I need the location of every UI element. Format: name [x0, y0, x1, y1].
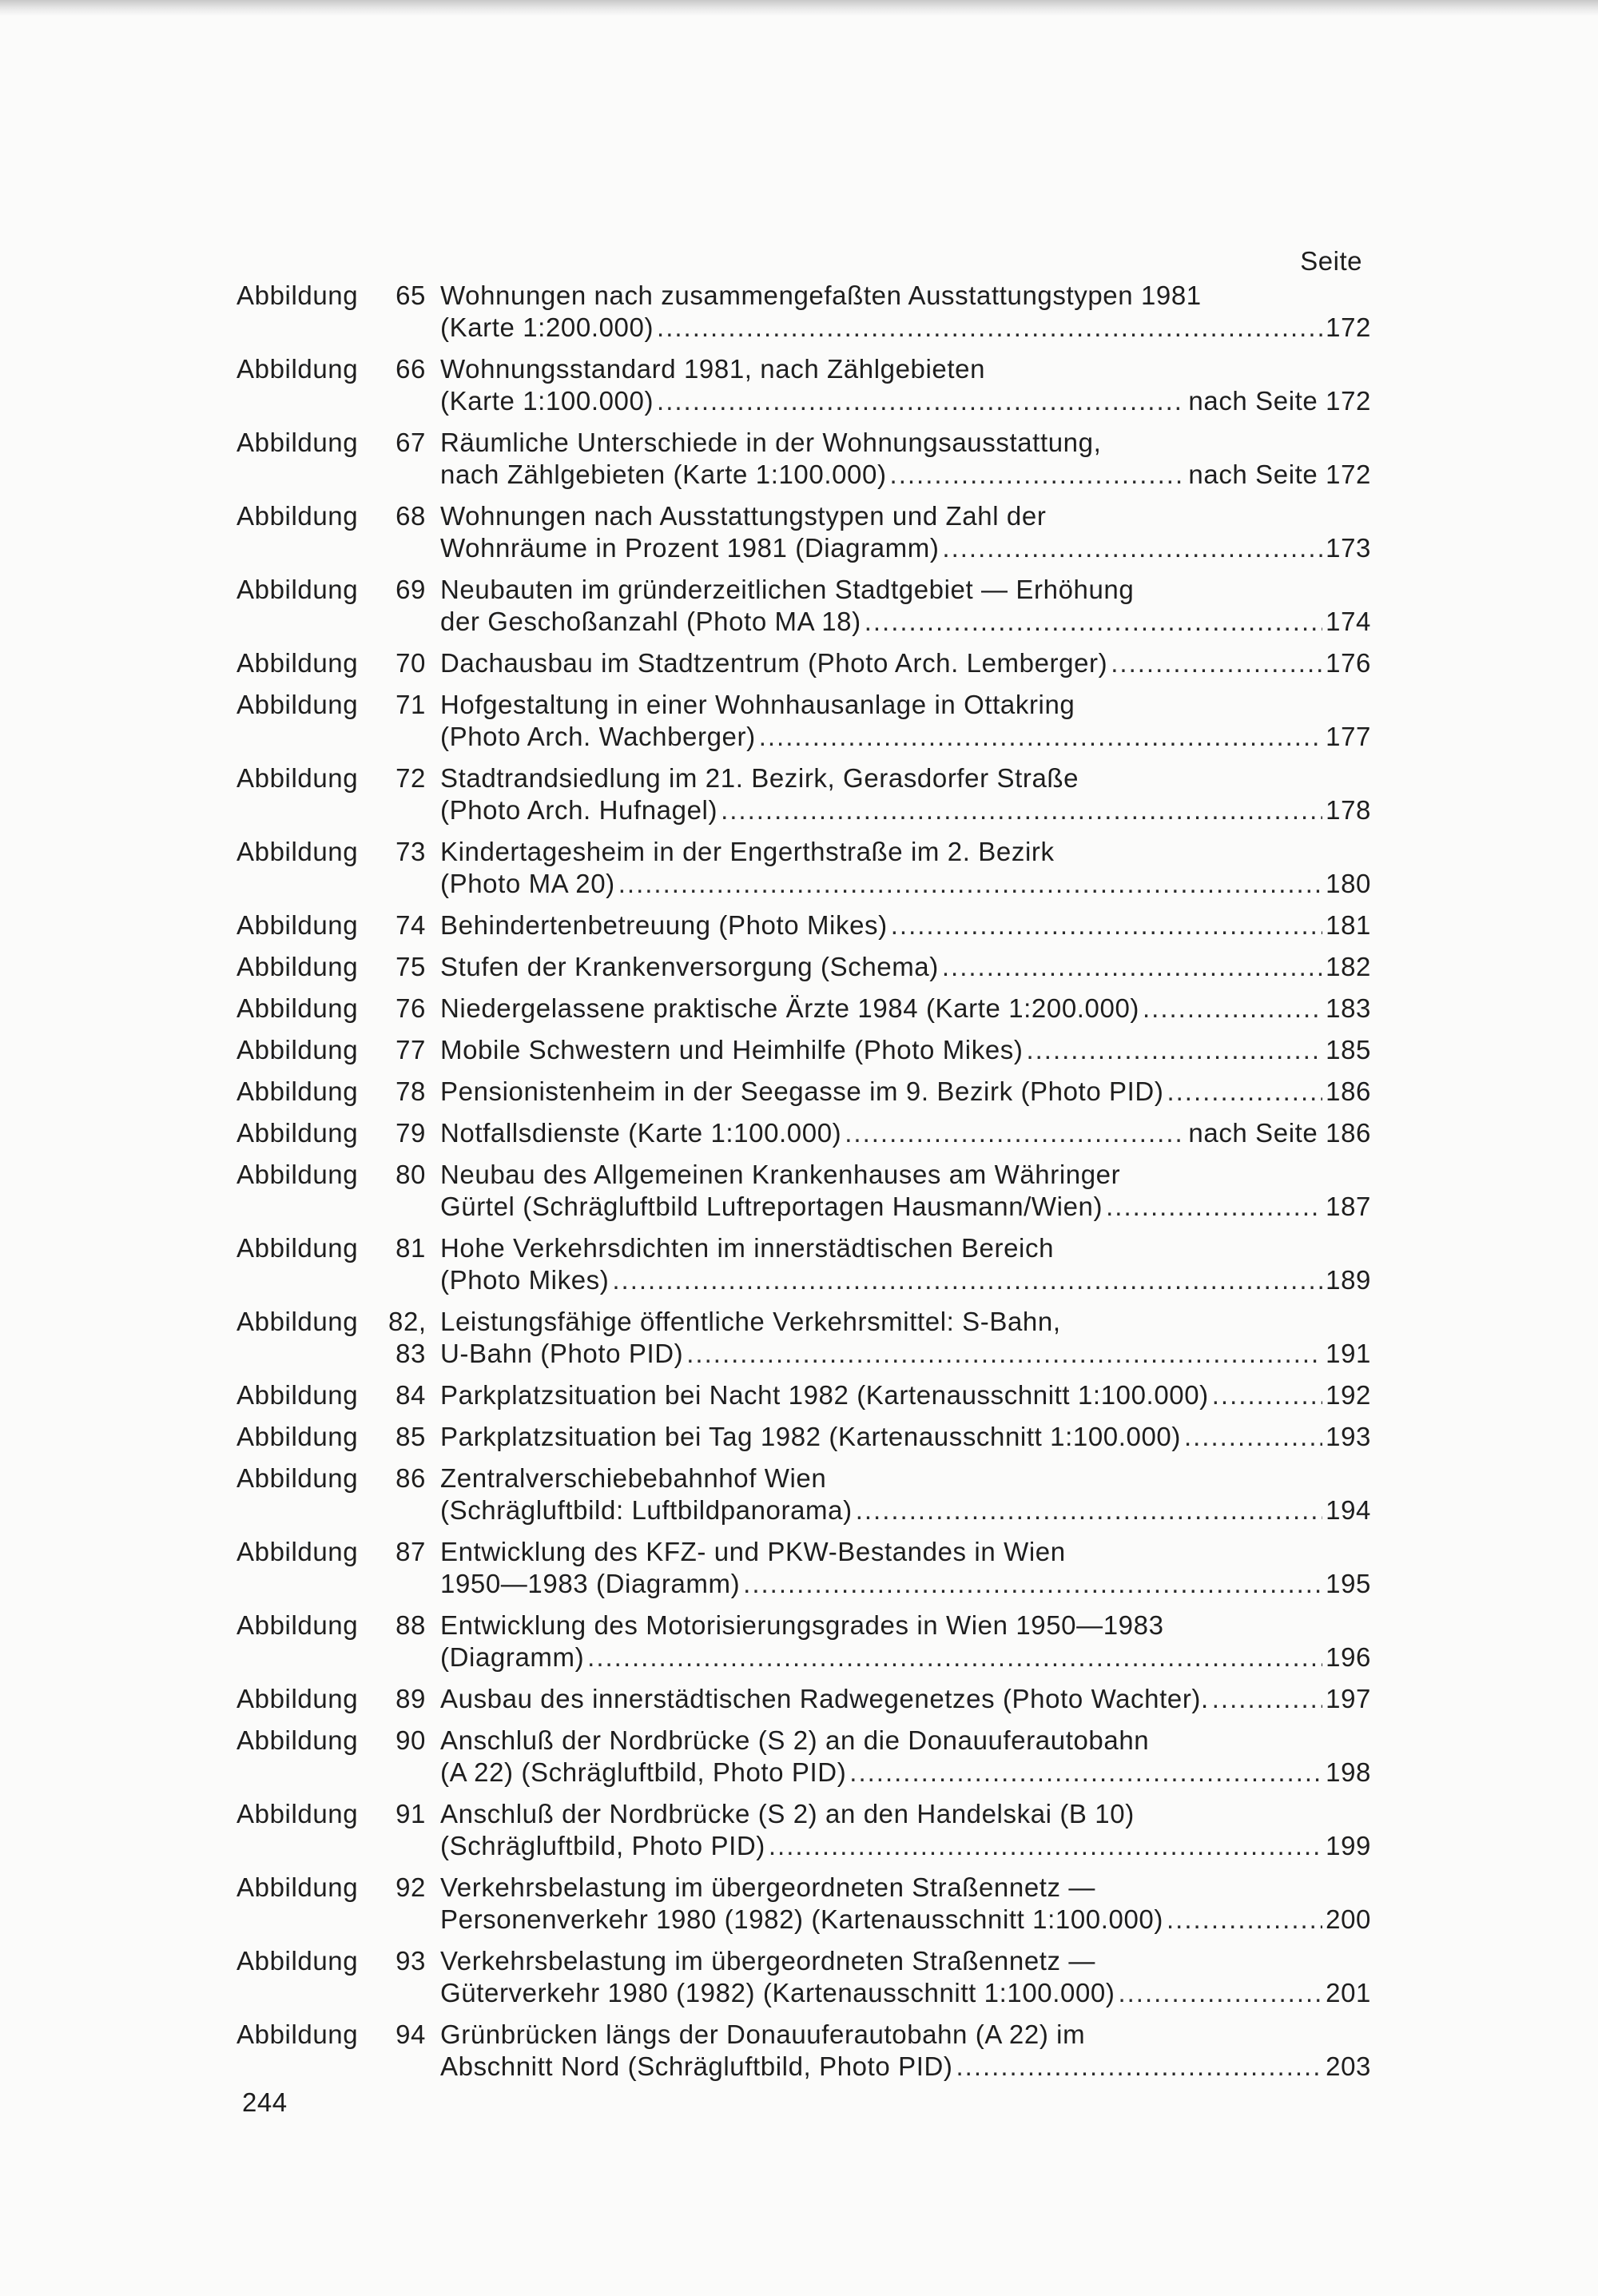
title-line-with-leader — [440, 1830, 1371, 1862]
entry-label: Abbildung — [237, 837, 359, 866]
title-line-with-leader — [440, 1421, 1371, 1453]
title-line-with-leader — [440, 951, 1371, 983]
dot-leader — [1167, 1076, 1322, 1108]
entry-label: Abbildung — [237, 993, 359, 1023]
index-entry — [237, 1798, 1371, 1862]
dot-leader — [759, 721, 1322, 753]
figure-number: 80 — [396, 1160, 426, 1189]
title-line-with-leader — [440, 1034, 1371, 1066]
entry-label: Abbildung — [237, 952, 359, 981]
title-line-with-leader — [440, 1117, 1371, 1149]
entry-title — [440, 1798, 1371, 1862]
entry-label: Abbildung — [237, 1118, 359, 1148]
dot-leader — [618, 868, 1322, 900]
title-line: (A 22) (Schrägluftbild, Photo PID) — [440, 1757, 847, 1787]
dot-leader — [686, 1338, 1322, 1370]
title-line: Neubauten im gründerzeitlichen Stadtgebiet — Erhöhung — [440, 575, 1135, 604]
dot-leader — [1212, 1683, 1322, 1715]
entry-label: Abbildung — [237, 354, 359, 384]
title-line-with-leader — [440, 909, 1371, 941]
index-entry — [237, 1117, 1371, 1149]
figure-number: 66 — [396, 354, 426, 384]
page-reference: 187 — [1326, 1192, 1371, 1221]
title-line-with-leader — [440, 606, 1371, 638]
title-line-with-leader — [440, 1494, 1371, 1526]
title-line: (Photo Arch. Hufnagel) — [440, 795, 718, 825]
index-entry — [237, 1725, 1371, 1789]
entry-title — [440, 1462, 1371, 1526]
page-reference: 193 — [1326, 1422, 1371, 1451]
dot-leader — [956, 2051, 1322, 2083]
title-line-with-leader — [440, 1904, 1371, 1936]
entry-label: Abbildung — [237, 1725, 359, 1755]
figure-number: 75 — [396, 952, 426, 981]
figure-number: 76 — [396, 993, 426, 1023]
page-reference: 201 — [1326, 1978, 1371, 2008]
page-reference: 189 — [1326, 1265, 1371, 1295]
page-reference: 203 — [1326, 2051, 1371, 2081]
figure-number: 86 — [396, 1463, 426, 1493]
title-line: (Photo Mikes) — [440, 1265, 610, 1295]
dot-leader — [657, 385, 1185, 417]
entry-label: Abbildung — [237, 1160, 359, 1189]
page-reference: 197 — [1326, 1684, 1371, 1713]
title-line: Mobile Schwestern und Heimhilfe (Photo Mikes) — [440, 1035, 1024, 1064]
title-line: Neubau des Allgemeinen Krankenhauses am Währinger — [440, 1160, 1121, 1189]
figure-number: 88 — [396, 1610, 426, 1640]
index-entry — [237, 993, 1371, 1025]
figure-number: 89 — [396, 1684, 426, 1713]
figure-number: 68 — [396, 501, 426, 531]
title-line: (Schrägluftbild, Photo PID) — [440, 1831, 765, 1860]
entry-title — [440, 909, 1371, 941]
figure-number: 65 — [396, 281, 426, 310]
title-line-with-leader — [440, 1683, 1371, 1715]
figure-number: 71 — [396, 690, 426, 719]
page-reference: 200 — [1326, 1904, 1371, 1934]
page-reference: 199 — [1326, 1831, 1371, 1860]
page-reference: 183 — [1326, 993, 1371, 1023]
page-reference: 178 — [1326, 795, 1371, 825]
title-line: Kindertagesheim in der Engerthstraße im 2. Bezirk — [440, 837, 1055, 866]
title-line: Niedergelassene praktische Ärzte 1984 (Karte 1:200.000) — [440, 993, 1139, 1023]
index-entry — [237, 1306, 1371, 1370]
entry-title — [440, 951, 1371, 983]
index-entry — [237, 1683, 1371, 1715]
index-entry — [237, 1379, 1371, 1411]
title-line: der Geschoßanzahl (Photo MA 18) — [440, 607, 861, 636]
entry-label: Abbildung — [237, 501, 359, 531]
title-line-with-leader — [440, 1977, 1371, 2009]
title-line: Dachausbau im Stadtzentrum (Photo Arch. Lemberger) — [440, 648, 1108, 678]
dot-leader — [1118, 1977, 1322, 2009]
title-line: Zentralverschiebebahnhof Wien — [440, 1463, 827, 1493]
page-reference: 198 — [1326, 1757, 1371, 1787]
entry-title — [440, 762, 1371, 826]
title-line: Gürtel (Schrägluftbild Luftreportagen Hausmann/Wien) — [440, 1192, 1103, 1221]
title-line-with-leader — [440, 1757, 1371, 1789]
figure-number: 69 — [396, 575, 426, 604]
entry-label: Abbildung — [237, 1233, 359, 1263]
figure-number: 85 — [396, 1422, 426, 1451]
entry-label: Abbildung — [237, 910, 359, 940]
dot-leader — [743, 1568, 1322, 1600]
title-line-with-leader — [440, 993, 1371, 1025]
title-line: Anschluß der Nordbrücke (S 2) an den Handelskai (B 10) — [440, 1799, 1135, 1828]
column-header-seite: Seite — [1300, 246, 1362, 276]
figure-number: 74 — [396, 910, 426, 940]
entry-label: Abbildung — [237, 575, 359, 604]
page-number: 244 — [242, 2087, 288, 2117]
dot-leader — [890, 459, 1186, 491]
figure-number: 91 — [396, 1799, 426, 1828]
title-line-with-leader — [440, 1338, 1371, 1370]
index-entry — [237, 574, 1371, 638]
entry-label: Abbildung — [237, 1684, 359, 1713]
entry-title — [440, 280, 1371, 344]
dot-leader — [891, 909, 1322, 941]
title-line: (Schrägluftbild: Luftbildpanorama) — [440, 1495, 853, 1525]
title-line: Abschnitt Nord (Schrägluftbild, Photo PID) — [440, 2051, 953, 2081]
entry-title — [440, 2019, 1371, 2083]
title-line-with-leader — [440, 1076, 1371, 1108]
figure-number: 79 — [396, 1118, 426, 1148]
page-reference: 177 — [1326, 722, 1371, 751]
entry-label: Abbildung — [237, 1422, 359, 1451]
entry-title — [440, 1683, 1371, 1715]
title-line-with-leader — [440, 1641, 1371, 1673]
figure-number: 70 — [396, 648, 426, 678]
entry-title — [440, 1034, 1371, 1066]
figure-number: 72 — [396, 763, 426, 793]
entry-title — [440, 353, 1371, 417]
title-line: (Photo MA 20) — [440, 869, 615, 898]
index-entry — [237, 2019, 1371, 2083]
figure-number: 82, 83 — [388, 1307, 427, 1368]
title-line: Wohnungen nach Ausstattungstypen und Zahl der — [440, 501, 1047, 531]
dot-leader — [612, 1264, 1322, 1296]
title-line-with-leader — [440, 1379, 1371, 1411]
figure-number: 67 — [396, 428, 426, 457]
entry-label: Abbildung — [237, 1946, 359, 1976]
page-reference: 173 — [1326, 533, 1371, 563]
entry-title — [440, 1159, 1371, 1223]
entry-title — [440, 1306, 1371, 1370]
entry-label: Abbildung — [237, 428, 359, 457]
entry-label: Abbildung — [237, 1872, 359, 1902]
title-line-with-leader — [440, 2051, 1371, 2083]
title-line: nach Zählgebieten (Karte 1:100.000) — [440, 460, 887, 489]
entry-title — [440, 500, 1371, 564]
title-line-with-leader — [440, 647, 1371, 679]
entry-label: Abbildung — [237, 1537, 359, 1566]
page-reference: 196 — [1326, 1642, 1371, 1672]
title-line: Personenverkehr 1980 (1982) (Kartenausschnitt 1:100.000) — [440, 1904, 1163, 1934]
page-reference: 195 — [1326, 1569, 1371, 1598]
entry-title — [440, 993, 1371, 1025]
title-line: Hohe Verkehrsdichten im innerstädtischen Bereich — [440, 1233, 1055, 1263]
page-reference: 186 — [1326, 1076, 1371, 1106]
dot-leader — [1026, 1034, 1322, 1066]
page-reference: nach Seite 186 — [1188, 1118, 1371, 1148]
entry-title — [440, 1421, 1371, 1453]
dot-leader — [942, 951, 1322, 983]
dot-leader — [1212, 1379, 1322, 1411]
index-entry — [237, 836, 1371, 900]
index-entry — [237, 1872, 1371, 1936]
entry-title — [440, 689, 1371, 753]
entry-label: Abbildung — [237, 763, 359, 793]
title-line: Güterverkehr 1980 (1982) (Kartenausschnitt 1:100.000) — [440, 1978, 1115, 2008]
dot-leader — [942, 532, 1322, 564]
title-line: Anschluß der Nordbrücke (S 2) an die Donauuferautobahn — [440, 1725, 1150, 1755]
title-line: Entwicklung des KFZ- und PKW-Bestandes in Wien — [440, 1537, 1066, 1566]
dot-leader — [865, 606, 1322, 638]
title-line-with-leader — [440, 385, 1371, 417]
dot-leader — [1167, 1904, 1322, 1936]
title-line: Stadtrandsiedlung im 21. Bezirk, Gerasdorfer Straße — [440, 763, 1079, 793]
entry-label: Abbildung — [237, 1307, 359, 1336]
page-reference: nach Seite 172 — [1188, 460, 1371, 489]
index-entry — [237, 647, 1371, 679]
title-line: (Photo Arch. Wachberger) — [440, 722, 756, 751]
figure-number: 81 — [396, 1233, 426, 1263]
figure-number: 90 — [396, 1725, 426, 1755]
index-entry — [237, 689, 1371, 753]
title-line: (Diagramm) — [440, 1642, 585, 1672]
entry-title — [440, 1076, 1371, 1108]
entry-label: Abbildung — [237, 281, 359, 310]
index-entry — [237, 1034, 1371, 1066]
entry-title — [440, 1379, 1371, 1411]
index-entry — [237, 762, 1371, 826]
title-line: Räumliche Unterschiede in der Wohnungsausstattung, — [440, 428, 1102, 457]
dot-leader — [587, 1641, 1322, 1673]
index-entry — [237, 500, 1371, 564]
dot-leader — [1111, 647, 1322, 679]
entry-label: Abbildung — [237, 690, 359, 719]
title-line: Hofgestaltung in einer Wohnhausanlage in Ottakring — [440, 690, 1075, 719]
figure-number: 77 — [396, 1035, 426, 1064]
title-line: Wohnungen nach zusammengefaßten Ausstattungstypen 1981 — [440, 281, 1202, 310]
title-line-with-leader — [440, 532, 1371, 564]
figure-number: 78 — [396, 1076, 426, 1106]
page-reference: 180 — [1326, 869, 1371, 898]
title-line-with-leader — [440, 794, 1371, 826]
entry-label: Abbildung — [237, 1799, 359, 1828]
title-line: Notfallsdienste (Karte 1:100.000) — [440, 1118, 842, 1148]
title-line: Grünbrücken längs der Donauuferautobahn (A 22) im — [440, 2019, 1086, 2049]
entry-label: Abbildung — [237, 648, 359, 678]
title-line: (Karte 1:200.000) — [440, 312, 654, 342]
figure-number: 87 — [396, 1537, 426, 1566]
page-reference: 185 — [1326, 1035, 1371, 1064]
scan-edge — [0, 0, 1598, 16]
entry-label: Abbildung — [237, 1076, 359, 1106]
entry-title — [440, 1117, 1371, 1149]
title-line-with-leader — [440, 721, 1371, 753]
index-entry — [237, 280, 1371, 344]
entry-title — [440, 1536, 1371, 1600]
title-line: Leistungsfähige öffentliche Verkehrsmittel: S-Bahn, — [440, 1307, 1061, 1336]
title-line: Parkplatzsituation bei Nacht 1982 (Kartenausschnitt 1:100.000) — [440, 1380, 1209, 1410]
figure-index-list — [237, 280, 1371, 2092]
title-line: Verkehrsbelastung im übergeordneten Straßennetz — — [440, 1946, 1096, 1976]
page-reference: 176 — [1326, 648, 1371, 678]
page-reference: nach Seite 172 — [1188, 386, 1371, 416]
page-reference: 172 — [1326, 312, 1371, 342]
page-reference: 191 — [1326, 1339, 1371, 1368]
title-line: U-Bahn (Photo PID) — [440, 1339, 684, 1368]
title-line-with-leader — [440, 312, 1371, 344]
title-line: (Karte 1:100.000) — [440, 386, 654, 416]
dot-leader — [845, 1117, 1185, 1149]
index-entry — [237, 353, 1371, 417]
figure-number: 84 — [396, 1380, 426, 1410]
index-entry — [237, 1536, 1371, 1600]
dot-leader — [1106, 1191, 1322, 1223]
index-entry — [237, 427, 1371, 491]
title-line: 1950—1983 (Diagramm) — [440, 1569, 741, 1598]
figure-number: 73 — [396, 837, 426, 866]
title-line-with-leader — [440, 459, 1371, 491]
entry-title — [440, 1725, 1371, 1789]
dot-leader — [657, 312, 1322, 344]
figure-number: 93 — [396, 1946, 426, 1976]
dot-leader — [856, 1494, 1322, 1526]
title-line: Wohnungsstandard 1981, nach Zählgebieten — [440, 354, 986, 384]
entry-title — [440, 1610, 1371, 1673]
entry-label: Abbildung — [237, 1035, 359, 1064]
figure-number: 92 — [396, 1872, 426, 1902]
title-line-with-leader — [440, 1264, 1371, 1296]
title-line: Behindertenbetreuung (Photo Mikes) — [440, 910, 888, 940]
title-line-with-leader — [440, 1191, 1371, 1223]
entry-label: Abbildung — [237, 1463, 359, 1493]
index-entry — [237, 951, 1371, 983]
dot-leader — [849, 1757, 1322, 1789]
title-line-with-leader — [440, 868, 1371, 900]
index-entry — [237, 1610, 1371, 1673]
page-reference: 182 — [1326, 952, 1371, 981]
entry-label: Abbildung — [237, 1610, 359, 1640]
entry-title — [440, 647, 1371, 679]
entry-label: Abbildung — [237, 1380, 359, 1410]
entry-title — [440, 1232, 1371, 1296]
entry-title — [440, 836, 1371, 900]
entry-title — [440, 574, 1371, 638]
entry-title — [440, 1872, 1371, 1936]
title-line: Ausbau des innerstädtischen Radwegenetzes (Photo Wachter). — [440, 1684, 1209, 1713]
dot-leader — [1143, 993, 1322, 1025]
index-entry — [237, 1945, 1371, 2009]
title-line: Entwicklung des Motorisierungsgrades in Wien 1950—1983 — [440, 1610, 1164, 1640]
figure-number: 94 — [396, 2019, 426, 2049]
page-reference: 181 — [1326, 910, 1371, 940]
entry-title — [440, 427, 1371, 491]
page-reference: 194 — [1326, 1495, 1371, 1525]
index-entry — [237, 1232, 1371, 1296]
dot-leader — [769, 1830, 1322, 1862]
index-entry — [237, 1462, 1371, 1526]
entry-title — [440, 1945, 1371, 2009]
index-entry — [237, 909, 1371, 941]
title-line: Wohnräume in Prozent 1981 (Diagramm) — [440, 533, 940, 563]
entry-label: Abbildung — [237, 2019, 359, 2049]
title-line: Pensionistenheim in der Seegasse im 9. Bezirk (Photo PID) — [440, 1076, 1164, 1106]
dot-leader — [721, 794, 1322, 826]
page-reference: 192 — [1326, 1380, 1371, 1410]
index-entry — [237, 1421, 1371, 1453]
title-line-with-leader — [440, 1568, 1371, 1600]
title-line: Parkplatzsituation bei Tag 1982 (Kartenausschnitt 1:100.000) — [440, 1422, 1181, 1451]
title-line: Verkehrsbelastung im übergeordneten Straßennetz — — [440, 1872, 1096, 1902]
title-line: Stufen der Krankenversorgung (Schema) — [440, 952, 939, 981]
index-entry — [237, 1076, 1371, 1108]
dot-leader — [1184, 1421, 1322, 1453]
index-entry — [237, 1159, 1371, 1223]
page-reference: 174 — [1326, 607, 1371, 636]
